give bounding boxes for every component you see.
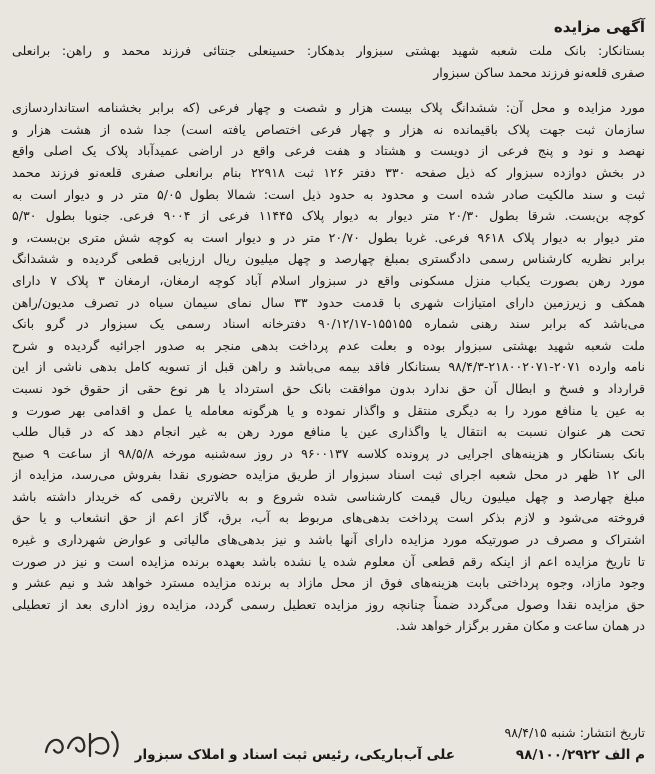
- notice-title: آگهی مزایده: [553, 18, 645, 36]
- notice-footer: [12, 726, 645, 766]
- notice-line: مبلغ چهارصد و چهل میلیون ریال قیمت کارشناسی شده شروع و به بالاترین رقمی که خریدار داشته باشد: [12, 488, 645, 504]
- notice-line: اشتراک و مصرف در صورتیکه مورد مزایده دارای آنها باشد و نیز بدهی‌های مالیاتی و عوارض شهرداری و غیره: [12, 532, 645, 548]
- paragraph-gap: [12, 83, 645, 97]
- notice-line: مورد رهن بصورت یکباب منزل مسکونی واقع در سبزوار اسلام آباد کوچه ارمغان، ارمغان ۳ پلاک ۷ دارای: [12, 272, 645, 288]
- notice-line: بستانکار: بانک ملت شعبه شهید بهشتی سبزوار بدهکار: حسینعلی جنتائی فرزند محمد و راهن: برانعلی: [12, 43, 645, 58]
- notice-line: به عین یا منافع مورد را به دیگری منتقل و واگذار نموده و یا هرگونه معامله یا عمل و اقدامی بهر صورت و: [12, 402, 645, 418]
- notice-line: می‌باشد که برابر سند رهنی شماره ۱۵۵۱۵۵-۹۰/۱۲/۱۷ دفترخانه اسناد رسمی یک سبزوار در گرو بانک: [12, 316, 645, 332]
- notice-line: در همان ساعت و مکان مقرر برگزار خواهد شد.: [395, 618, 645, 634]
- notice-line: سازمان ثبت جهت پلاک باقیمانده نه هزار و چهار فرعی اختصاص یافته است) جدا شده از هشت هزار و: [12, 121, 645, 137]
- notice-line: بانک بستانکار و هزینه‌های اجرایی در پرونده کلاسه ۹۶۰۰۱۳۷ در روز سه‌شنبه مورخه ۹۸/۵/۸ از ساعت ۹ صبح: [12, 445, 645, 461]
- signer-name: علی آب‌باریکی، رئیس ثبت اسناد و املاک سبزوار: [134, 747, 455, 763]
- notice-line: قرارداد و فسخ و ابطال آن حق ندارد بدون موافقت بانک حق استرداد یا هر نوع حقی از حقوق خود نسبت: [12, 380, 645, 396]
- notice-line: تا تاریخ مزایده اعم از اینکه رقم قطعی آن معلوم شده یا نشده باشد بعهده برنده مزایده است و نیز در صورت: [12, 553, 645, 569]
- notice-line: ملت شعبه شهید بهشتی سبزوار بوده و بعلت عدم پرداخت بدهی منجر به صدور اجرائیه گردیده و شرح: [12, 337, 645, 353]
- handwritten-mark-graphic: [38, 722, 128, 762]
- notice-line: در بخش دوازده سبزوار که ذیل صفحه ۳۳۰ دفتر ۱۲۶ ثبت ۲۲۹۱۸ بنام برانعلی صفری قلعه‌نو فرزند محمد: [12, 164, 645, 180]
- notice-line: حق مزایده نقدا وصول می‌گردد ضمناً چنانچه روز مزایده تعطیل رسمی گردد، مزایده روز اداری بعد از تعطیلی: [12, 596, 645, 612]
- publish-date: تاریخ انتشار: شنبه ۹۸/۴/۱۵: [504, 725, 645, 740]
- notice-line: کوچه بن‌بست. شرقا بطول ۲۰/۳۰ متر دیوار به دیوار پلاک ۱۱۴۴۵ فرعی از ۹۰۰۴ فرعی. جنوبا بطول ۵/۳۰: [12, 208, 645, 224]
- notice-line: همکف و زیرزمین دارای امتیازات شهری با قدمت حدود ۳۳ سال نمای سیمان سیاه در تصرف مدیون/راهن: [12, 294, 645, 310]
- notice-line: متر دیوار به دیوار پلاک ۹۶۱۸ فرعی. غربا بطول ۲۰/۷۰ متر در و دیوار است به کوچه شش متری بن‌بست، و: [12, 229, 645, 245]
- notice-line: نامه وارده ۲۰۷۱-۲۱۸۰۰۲۰۷۱-۹۸/۴/۳ بستانکار فاقد بیمه می‌باشد و راهن قبل از تسویه کامل بدهی ناشی از این: [12, 359, 645, 375]
- notice-line: فروخته می‌شود و لازم بذکر است پرداخت بدهی‌های مربوط به آب، برق، گاز اعم از حق انشعاب و یا حق: [12, 510, 645, 526]
- notice-line: تحت هر عنوان نسبت به انتقال یا واگذاری عین یا منافع مورد رهن به غیر انجام دهد که در قبال طلب: [12, 424, 645, 440]
- notice-line: الی ۱۲ ظهر در محل شعبه اجرای ثبت اسناد سبزوار از طریق مزایده حضوری نقدا بفروش می‌رسد، مزایده از: [12, 467, 645, 483]
- notice-line: ثبت و سند مالکیت صادر شده است و محدود به حدود ذیل است: شمالا بطول ۵/۰۵ متر در و دیوار است به: [12, 186, 645, 202]
- notice-line: وجود مازاد، وجوه پرداختی بابت هزینه‌های فوق از محل مازاد به برنده مزایده مسترد خواهد شد و نیم عشر و: [12, 575, 645, 591]
- notice-line: برابر نظریه کارشناس رسمی دادگستری بمبلغ چهارصد و چهل میلیون ریال ارزیابی قطعی گردیده و ششدانگ: [12, 251, 645, 267]
- notice-line: صفری قلعه‌نو فرزند محمد ساکن سبزوار: [433, 64, 645, 80]
- notice-line: مورد مزایده و محل آن: ششدانگ پلاک بیست هزار و شصت و چهار فرعی (که برابر بخشنامه استانداردسازی: [12, 100, 645, 116]
- handwritten-mark-icon: [38, 722, 128, 762]
- notice-line: نهصد و نود و پنج فرعی از دویست و هشتاد و هفت فرعی واقع در اراضی عمیدآباد پلاک یک اصلی واقع: [12, 143, 645, 159]
- reference-number: م الف ۹۸/۱۰۰/۲۹۲۲: [515, 747, 645, 763]
- notice-body: [12, 40, 645, 637]
